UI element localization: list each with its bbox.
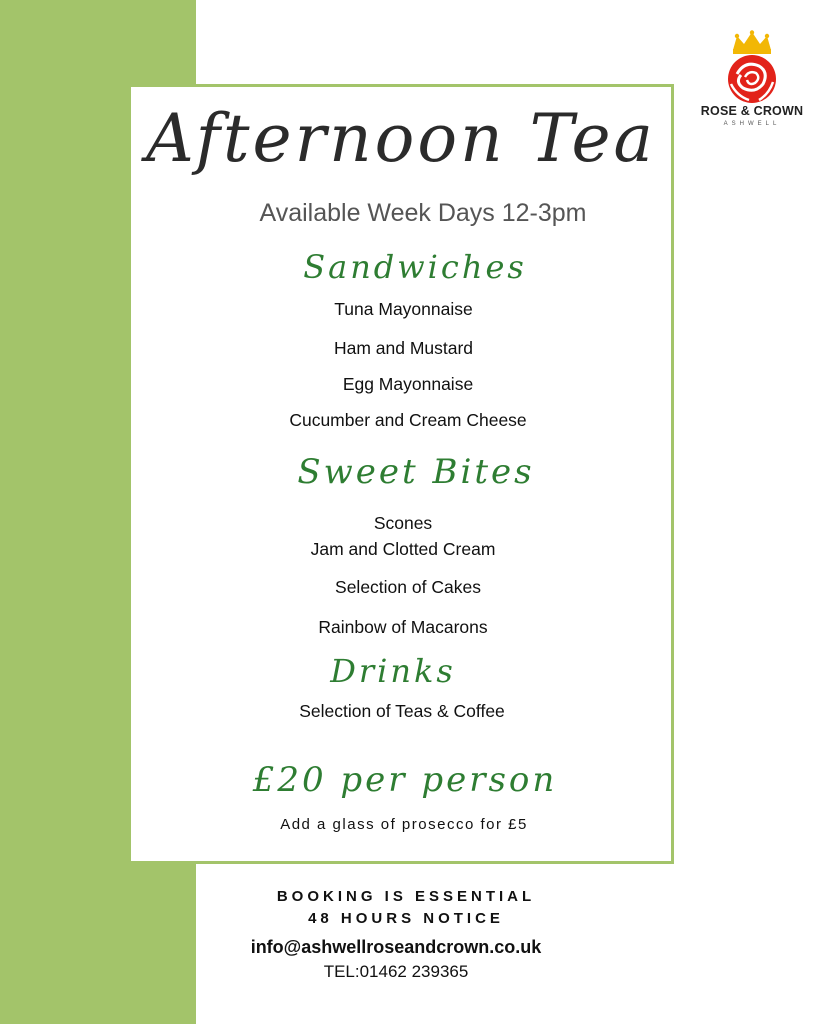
- contact-phone: TEL:01462 239365: [323, 962, 469, 981]
- menu-item: Egg Mayonnaise: [342, 374, 474, 394]
- rose-crown-icon: [693, 30, 811, 104]
- rose-and-crown-logo: [693, 30, 811, 130]
- notice-text: 48 HOURS NOTICE: [308, 910, 504, 927]
- page-title: Afternoon Tea: [146, 100, 656, 177]
- menu-item: Jam and Clotted Cream: [310, 539, 496, 559]
- menu-item: Selection of Cakes: [335, 577, 481, 597]
- price-text: £20 per person: [252, 760, 558, 800]
- menu-item: Cucumber and Cream Cheese: [289, 410, 527, 430]
- menu-item: Scones: [373, 513, 433, 533]
- menu-item: Selection of Teas & Coffee: [299, 701, 505, 721]
- menu-item: Tuna Mayonnaise: [334, 299, 473, 319]
- menu-item: Ham and Mustard: [333, 338, 474, 358]
- logo-name: ROSE & CROWN: [700, 104, 804, 118]
- prosecco-addon-text: Add a glass of prosecco for £5: [280, 816, 528, 833]
- contact-email: info@ashwellroseandcrown.co.uk: [250, 937, 542, 957]
- sandwiches-heading: Sandwiches: [303, 248, 527, 286]
- availability-text: Available Week Days 12-3pm: [259, 199, 587, 227]
- booking-essential-text: BOOKING IS ESSENTIAL: [276, 888, 536, 905]
- menu-item: Rainbow of Macarons: [318, 617, 488, 637]
- drinks-heading: Drinks: [330, 652, 456, 690]
- sweet-bites-heading: Sweet Bites: [297, 452, 535, 492]
- logo-location: ASHWELL: [723, 121, 781, 127]
